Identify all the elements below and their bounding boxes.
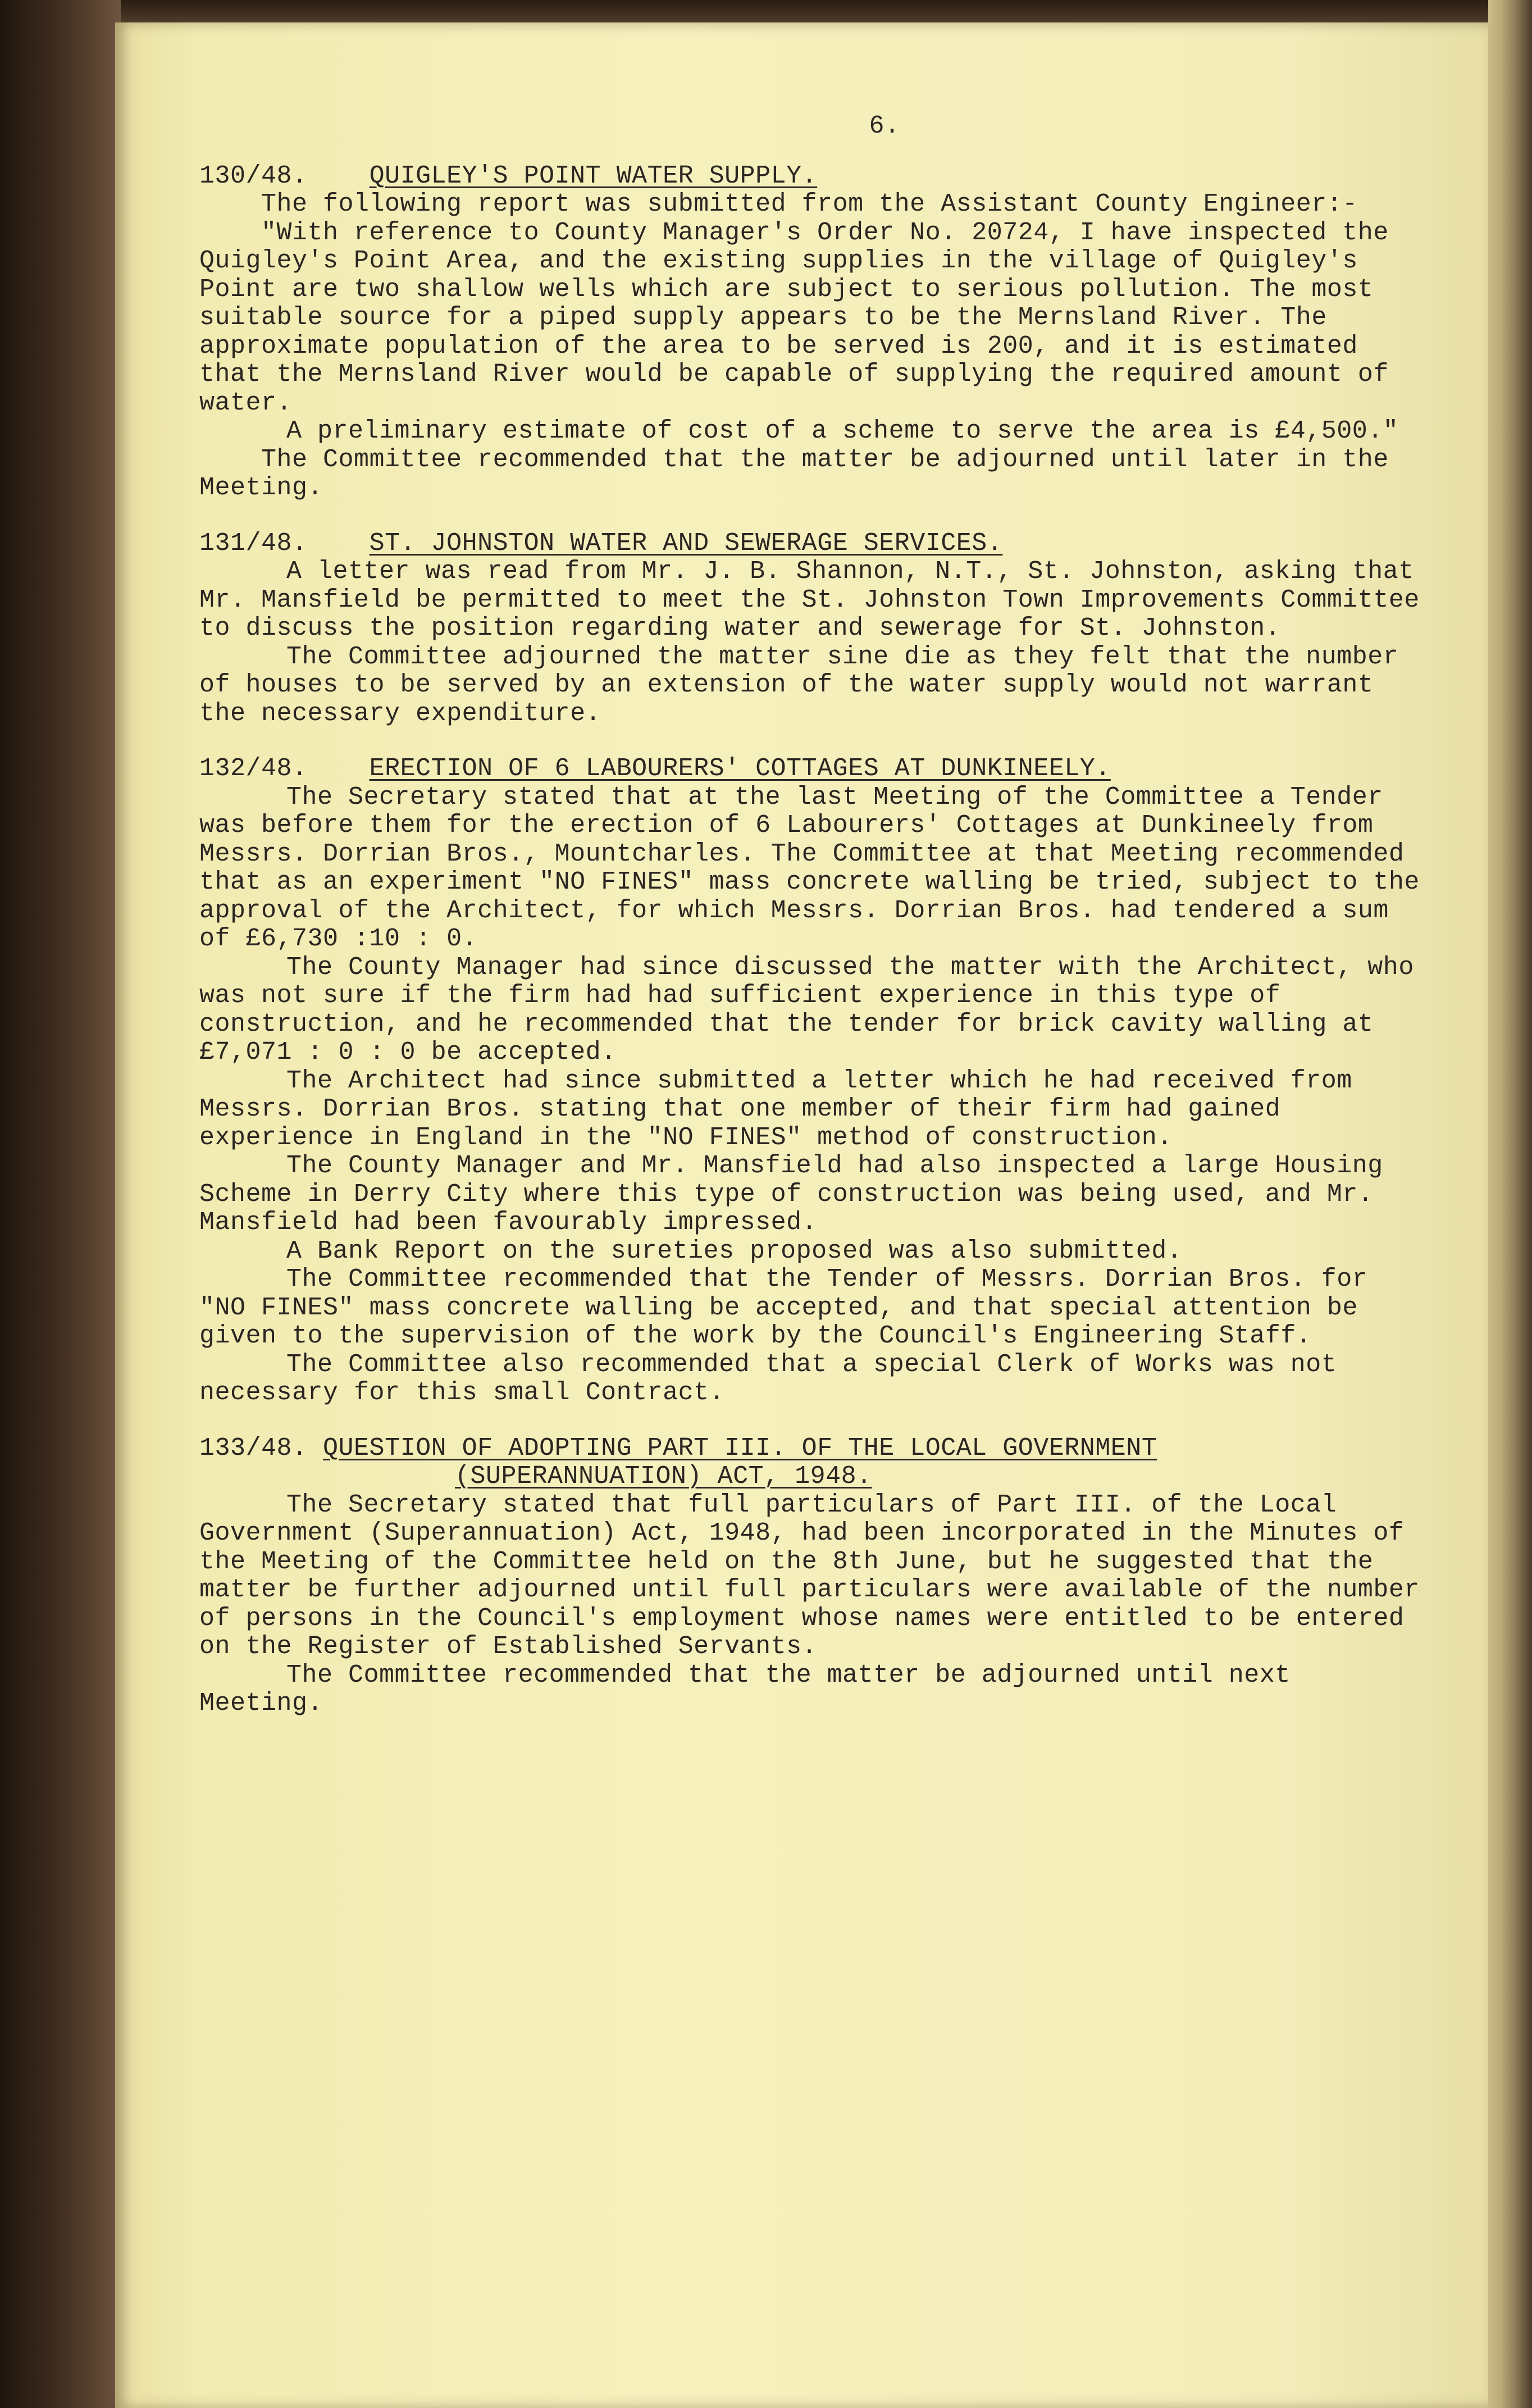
minute-heading	[199, 530, 1424, 558]
minute-number: 132/48.	[199, 754, 308, 783]
minute-paragraph: "With reference to County Manager's Order No. 20724, I have inspected the Quigley's Point Area, and the existing supplies in the village of Quigley's Point are two shallow wells which are subject to serious pollution. The most suitable source for a piped supply appears to be the Mernsland River. The approximate population of the area to be served is 200, and it is estimated that the Mernsland River would be capable of supplying the required amount of water.	[199, 218, 1389, 417]
minute-paragraph: A letter was read from Mr. J. B. Shannon, N.T., St. Johnston, asking that Mr. Mansfield be permitted to meet the St. Johnston Town Improvements Committee to discuss the position regarding water and sewerage for St. Johnston.	[199, 557, 1420, 643]
minute-number: 130/48.	[199, 161, 308, 190]
page-edge	[1488, 0, 1532, 2408]
minute-heading	[199, 1435, 1424, 1463]
minute-heading	[199, 755, 1424, 784]
minute-item-130	[199, 162, 1424, 503]
book-binding	[0, 0, 121, 2408]
minute-paragraph: The following report was submitted from the Assistant County Engineer:-	[261, 190, 1358, 219]
minute-heading	[199, 162, 1424, 191]
minute-item-131	[199, 530, 1424, 729]
minute-title: ST. JOHNSTON WATER AND SEWERAGE SERVICES.	[369, 529, 1003, 558]
minute-title: QUIGLEY'S POINT WATER SUPPLY.	[369, 161, 818, 190]
minute-paragraph: The Committee recommended that the Tender of Messrs. Dorrian Bros. for "NO FINES" mass concrete walling be accepted, and that special attention be given to the supervision of the work by the Council's Engineering Staff.	[199, 1265, 1368, 1350]
minutes-content	[199, 112, 1424, 1745]
minute-number: 133/48.	[199, 1433, 308, 1463]
minute-paragraph: A Bank Report on the sureties proposed was also submitted.	[286, 1236, 1183, 1266]
page-number: 6.	[869, 112, 900, 140]
minute-paragraph: The Secretary stated that at the last Meeting of the Committee a Tender was before them for the erection of 6 Labourers' Cottages at Dunkineely from Messrs. Dorrian Bros., Mountcharles. The Committee at that Meeting recommended that as an experiment "NO FINES" mass concrete walling be tried, subject to the approval of the Architect, for which Messrs. Dorrian Bros. had tendered a sum of £6,730 :10 : 0.	[199, 782, 1420, 953]
minute-title: ERECTION OF 6 LABOURERS' COTTAGES AT DUNKINEELY.	[369, 754, 1111, 783]
minute-paragraph: The Secretary stated that full particulars of Part III. of the Local Government (Superannuation) Act, 1948, had been incorporated in the Minutes of the Meeting of the Committee held on the 8th June, but he suggested that the matter be further adjourned until full particulars were available of the number of persons in the Council's employment whose names were entitled to be entered on the Register of Established Servants.	[199, 1490, 1420, 1661]
minute-item-133	[199, 1435, 1424, 1718]
minute-paragraph: The Committee recommended that the matter be adjourned until later in the Meeting.	[199, 445, 1389, 502]
minute-paragraph: The Committee adjourned the matter sine die as they felt that the number of houses to be served by an extension of the water supply would not warrant the necessary expenditure.	[199, 642, 1399, 728]
minute-paragraph: The Committee also recommended that a special Clerk of Works was not necessary for this small Contract.	[199, 1350, 1337, 1407]
minute-title: QUESTION OF ADOPTING PART III. OF THE LOCAL GOVERNMENT	[323, 1433, 1157, 1463]
scan-top-strip	[115, 0, 1488, 22]
minute-paragraph: The Committee recommended that the matter be adjourned until next Meeting.	[199, 1660, 1291, 1718]
minute-paragraph: The Architect had since submitted a letter which he had received from Messrs. Dorrian Bros. stating that one member of their firm had gained experience in England in the "NO FINES" method of construction.	[199, 1066, 1352, 1152]
minute-paragraph: The County Manager had since discussed the matter with the Architect, who was not sure if the firm had had sufficient experience in this type of construction, and he recommended that the tender for brick cavity walling at £7,071 : 0 : 0 be accepted.	[199, 953, 1414, 1067]
minute-paragraph: The County Manager and Mr. Mansfield had also inspected a large Housing Scheme in Derry City where this type of construction was being used, and Mr. Mansfield had been favourably impressed.	[199, 1151, 1383, 1237]
minute-title-line-2: (SUPERANNUATION) ACT, 1948.	[455, 1462, 872, 1491]
minute-item-132	[199, 755, 1424, 1408]
minute-number: 131/48.	[199, 529, 308, 558]
minute-paragraph: A preliminary estimate of cost of a scheme to serve the area is £4,500."	[286, 417, 1399, 445]
